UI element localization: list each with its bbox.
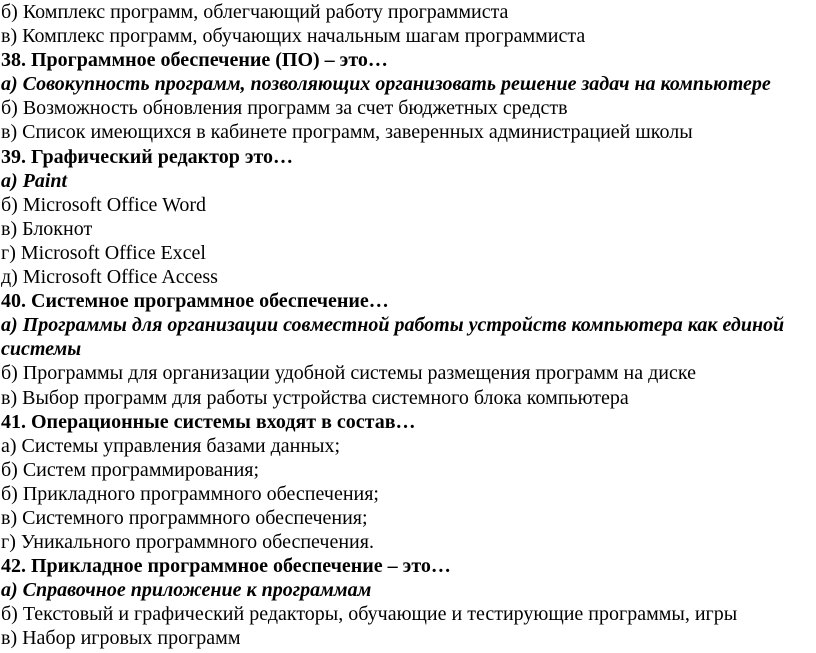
question-38: 38. Программное обеспечение (ПО) – это… — [1, 49, 388, 72]
option-line: д) Microsoft Office Access — [1, 266, 218, 289]
question-42: 42. Прикладное программное обеспечение – это… — [1, 555, 451, 578]
option-line: г) Уникального программного обеспечения. — [1, 531, 374, 554]
option-line: в) Набор игровых программ — [1, 627, 241, 650]
option-line: б) Текстовый и графический редакторы, обучающие и тестирующие программы, игры — [1, 603, 738, 626]
option-line: в) Список имеющихся в кабинете программ, заверенных администрацией школы — [1, 121, 693, 144]
option-line: в) Комплекс программ, обучающих начальным шагам программиста — [1, 25, 586, 48]
answer-line: а) Программы для организации совместной работы устройств компьютера как единой системы — [1, 314, 785, 361]
option-line: в) Системного программного обеспечения; — [1, 506, 368, 529]
option-line: б) Прикладного программного обеспечения; — [1, 482, 379, 505]
option-line: б) Комплекс программ, облегчающий работу программиста — [1, 1, 509, 23]
answer-line: а) Совокупность программ, позволяющих организовать решение задач на компьютере — [1, 73, 771, 96]
answer-line: а) Справочное приложение к программам — [1, 579, 372, 602]
option-line: в) Выбор программ для работы устройства системного блока компьютера — [1, 386, 629, 409]
question-40: 40. Системное программное обеспечение… — [1, 290, 389, 313]
option-line: в) Блокнот — [1, 217, 93, 240]
option-line: б) Возможность обновления программ за счет бюджетных средств — [1, 97, 568, 120]
question-41: 41. Операционные системы входят в состав… — [1, 410, 416, 433]
option-line: б) Программы для организации удобной системы размещения программ на диске — [1, 362, 696, 385]
option-line: г) Microsoft Office Excel — [1, 241, 206, 264]
option-line: б) Microsoft Office Word — [1, 193, 206, 216]
option-line: а) Системы управления базами данных; — [1, 434, 341, 457]
option-line: б) Систем программирования; — [1, 458, 260, 481]
answer-line: а) Paint — [1, 169, 68, 192]
question-39: 39. Графический редактор это… — [1, 145, 294, 168]
